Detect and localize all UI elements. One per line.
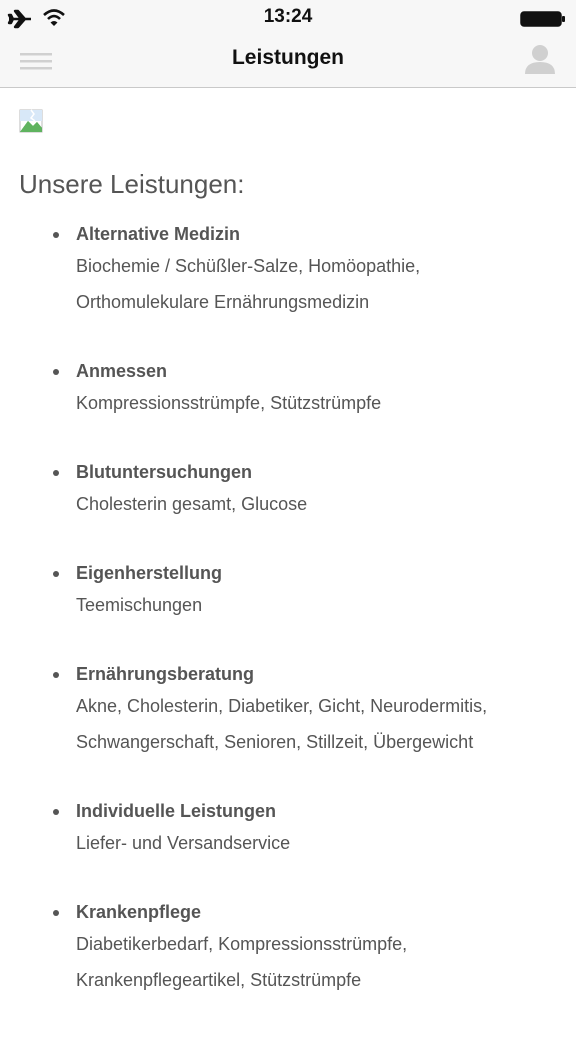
status-time: 13:24 <box>263 6 313 27</box>
service-description-line: Diabetikerbedarf, Kompressionsstrümpfe, <box>76 934 408 954</box>
service-name: Alternative Medizin <box>76 224 241 244</box>
broken-image-icon <box>19 109 43 133</box>
service-description-line: Biochemie / Schüßler-Salze, Homöopathie, <box>76 256 421 276</box>
user-icon[interactable] <box>522 42 558 76</box>
services-list <box>0 223 576 1038</box>
service-item <box>0 562 576 623</box>
service-description <box>76 486 556 522</box>
service-item <box>0 800 576 861</box>
service-name: Krankenpflege <box>76 902 202 922</box>
service-description-line: Teemischungen <box>76 595 203 615</box>
service-description <box>76 587 556 623</box>
service-description <box>76 385 556 421</box>
status-bar <box>0 0 576 38</box>
service-item <box>0 223 576 320</box>
service-item <box>0 360 576 421</box>
navigation-bar <box>0 38 576 88</box>
bullet-icon <box>53 369 59 375</box>
service-description <box>76 825 556 861</box>
battery-icon <box>520 11 566 27</box>
service-description-line: Kompressionsstrümpfe, Stützstrümpfe <box>76 393 382 413</box>
bullet-icon <box>53 232 59 238</box>
service-description <box>76 248 556 320</box>
service-description-line: Orthomulekulare Ernährungsmedizin <box>76 292 370 312</box>
service-name: Individuelle Leistungen <box>76 801 277 821</box>
service-item <box>0 663 576 760</box>
service-description <box>76 688 556 760</box>
bullet-icon <box>53 470 59 476</box>
bullet-icon <box>53 672 59 678</box>
service-description-line: Akne, Cholesterin, Diabetiker, Gicht, Neurodermitis, <box>76 696 488 716</box>
service-description <box>76 926 556 998</box>
service-description-line: Liefer- und Versandservice <box>76 833 291 853</box>
bullet-icon <box>53 910 59 916</box>
page-title: Leistungen <box>231 46 344 69</box>
service-name: Anmessen <box>76 361 168 381</box>
service-description-line: Cholesterin gesamt, Glucose <box>76 494 308 514</box>
section-heading: Unsere Leistungen: <box>19 169 245 199</box>
bullet-icon <box>53 571 59 577</box>
service-name: Blutuntersuchungen <box>76 462 252 482</box>
service-name: Eigenherstellung <box>76 563 223 583</box>
service-name: Ernährungsberatung <box>76 664 255 684</box>
service-description-line: Krankenpflegeartikel, Stützstrümpfe <box>76 970 362 990</box>
service-item <box>0 461 576 522</box>
bullet-icon <box>53 809 59 815</box>
service-item <box>0 901 576 998</box>
service-description-line: Schwangerschaft, Senioren, Stillzeit, Übergewicht <box>76 732 474 752</box>
